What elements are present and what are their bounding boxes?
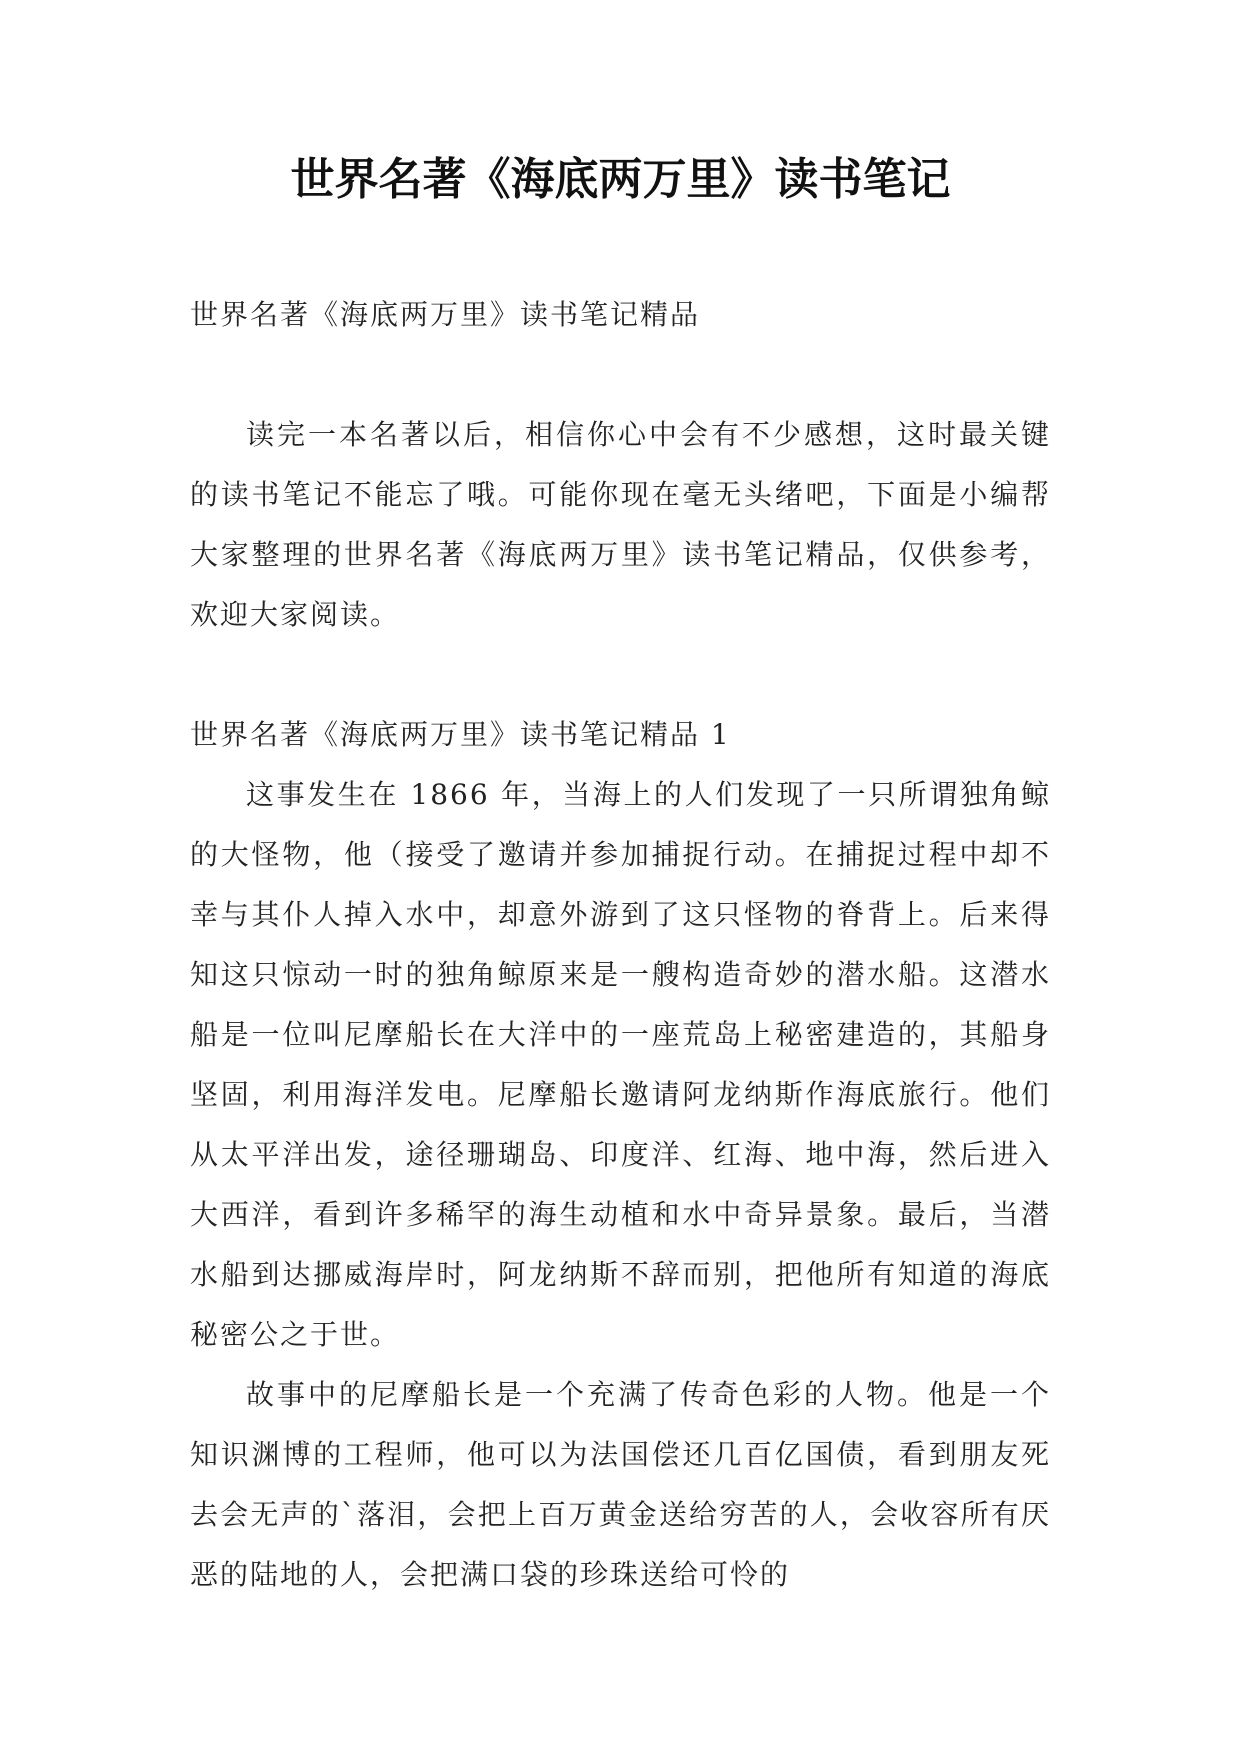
body-paragraph-1: 这事发生在 1866 年，当海上的人们发现了一只所谓独角鲸的大怪物，他（接受了邀请并参加捕捉行动。在捕捉过程中却不幸与其仆人掉入水中，却意外游到了这只怪物的脊背上。后来得知这只惊动一时的独角鲸原来是一艘构造奇妙的潜水船。这潜水船是一位叫尼摩船长在大洋中的一座荒岛上秘密建造的，其船身坚固，利用海洋发电。尼摩船长邀请阿龙纳斯作海底旅行。他们从太平洋出发，途径珊瑚岛、印度洋、红海、地中海，然后进入大西洋，看到许多稀罕的海生动植和水中奇异景象。最后，当潜水船到达挪威海岸时，阿龙纳斯不辞而别，把他所有知道的海底秘密公之于世。 [190, 778, 1051, 1351]
document-body [190, 285, 1051, 1605]
intro-paragraph: 读完一本名著以后，相信你心中会有不少感想，这时最关键的读书笔记不能忘了哦。可能你现在毫无头绪吧，下面是小编帮大家整理的世界名著《海底两万里》读书笔记精品，仅供参考，欢迎大家阅读。 [190, 418, 1051, 631]
spacer [190, 645, 1051, 705]
document-title: 世界名著《海底两万里》读书笔记 [290, 154, 951, 205]
section-heading: 世界名著《海底两万里》读书笔记精品 1 [190, 718, 731, 751]
body-paragraph-2: 故事中的尼摩船长是一个充满了传奇色彩的人物。他是一个知识渊博的工程师，他可以为法国偿还几百亿国债，看到朋友死去会无声的`落泪，会把上百万黄金送给穷苦的人，会收容所有厌恶的陆地的人，会把满口袋的珍珠送给可怜的 [190, 1378, 1051, 1591]
document-subtitle: 世界名著《海底两万里》读书笔记精品 [190, 298, 701, 331]
spacer [190, 345, 1051, 405]
